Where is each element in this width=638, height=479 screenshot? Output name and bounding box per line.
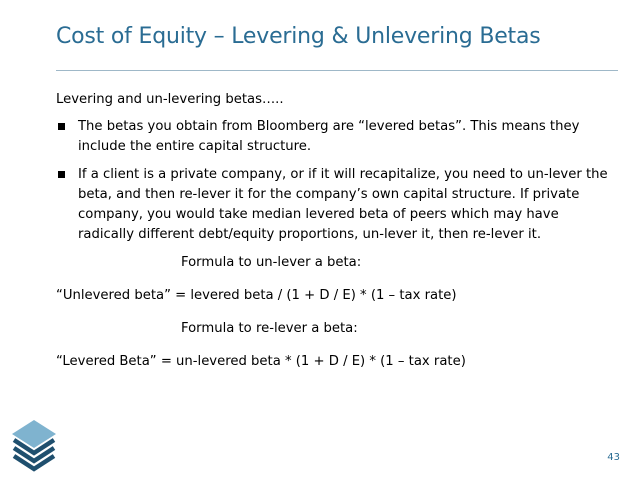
bullet-text: The betas you obtain from Bloomberg are “levered betas”. This means they include the entire capital structure. [78,119,580,154]
slide-title: Cost of Equity – Levering & Unlevering Betas [56,24,541,49]
unlever-formula-label: Formula to un-lever a beta: [181,255,362,270]
intro-text: Levering and un-levering betas….. [56,92,284,107]
bullet-list [56,117,616,245]
square-bullet-icon [58,171,65,178]
slide-body [56,90,616,385]
bullet-item [56,165,616,245]
title-divider [56,70,618,71]
stacked-chevron-logo-icon [10,418,58,472]
unlever-formula: “Unlevered beta” = levered beta / (1 + D / E) * (1 – tax rate) [56,288,457,303]
bullet-text: If a client is a private company, or if it will recapitalize, you need to un-lever the beta, and then re-lever it for the company’s own capital structure. If private company, you would take median levered beta of peers which may have radically different debt/equity proportions, un-lever it, then re-lever it. [78,167,608,242]
relever-formula: “Levered Beta” = un-levered beta * (1 + D / E) * (1 – tax rate) [56,354,466,369]
page-number: 43 [607,452,620,463]
relever-formula-label: Formula to re-lever a beta: [181,321,358,336]
bullet-item [56,117,616,157]
square-bullet-icon [58,123,65,130]
